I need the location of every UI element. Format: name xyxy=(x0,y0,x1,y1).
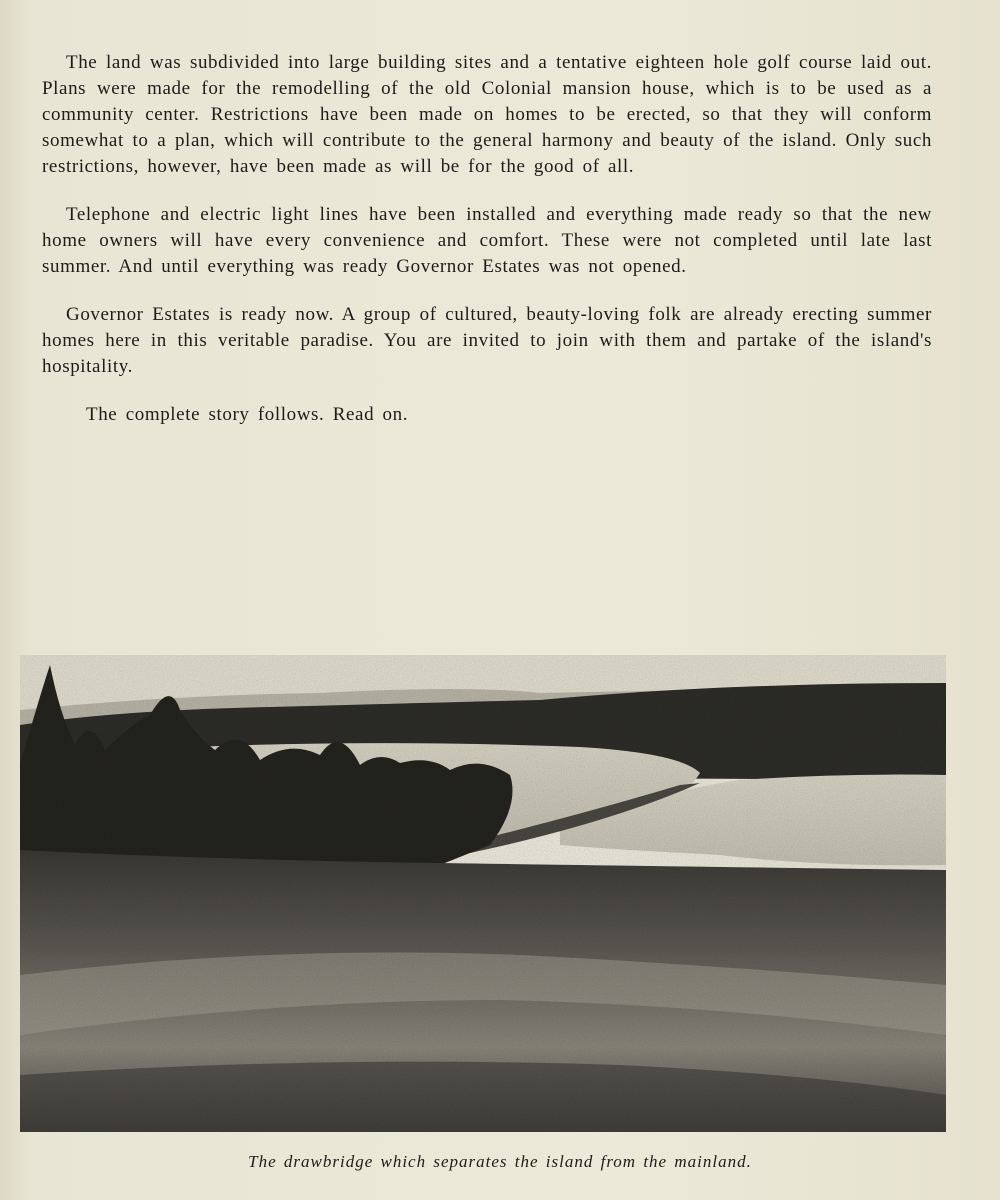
paragraph-utilities: Telephone and electric light lines have been installed and everything made ready so that the new home owners will have every convenience and comfort. These were not completed until late last summer. And until everything was ready Governor Estates was not opened. xyxy=(42,204,932,277)
paragraph-ready-now: Governor Estates is ready now. A group of cultured, beauty-loving folk are already erecting summer homes here in this veritable paradise. You are invited to join with them and partake of the island's hospitality. xyxy=(42,304,932,377)
drawbridge-photo-illustration xyxy=(20,655,946,1132)
paragraph-land-subdivision: The land was subdivided into large building sites and a tentative eighteen hole golf course laid out. Plans were made for the remodelling of the old Colonial mansion house, which is to be used as a community center. Restrictions have been made on homes to be erected, so that they will conform somewhat to a plan, which will contribute to the general harmony and beauty of the island. Only such restrictions, however, have been made as will be for the good of all. xyxy=(42,52,932,177)
landscape-photo xyxy=(20,655,946,1132)
paragraph-read-on: The complete story follows. Read on. xyxy=(86,404,409,425)
body-text xyxy=(42,50,932,450)
photo-caption: The drawbridge which separates the island from the mainland. xyxy=(248,1152,752,1171)
